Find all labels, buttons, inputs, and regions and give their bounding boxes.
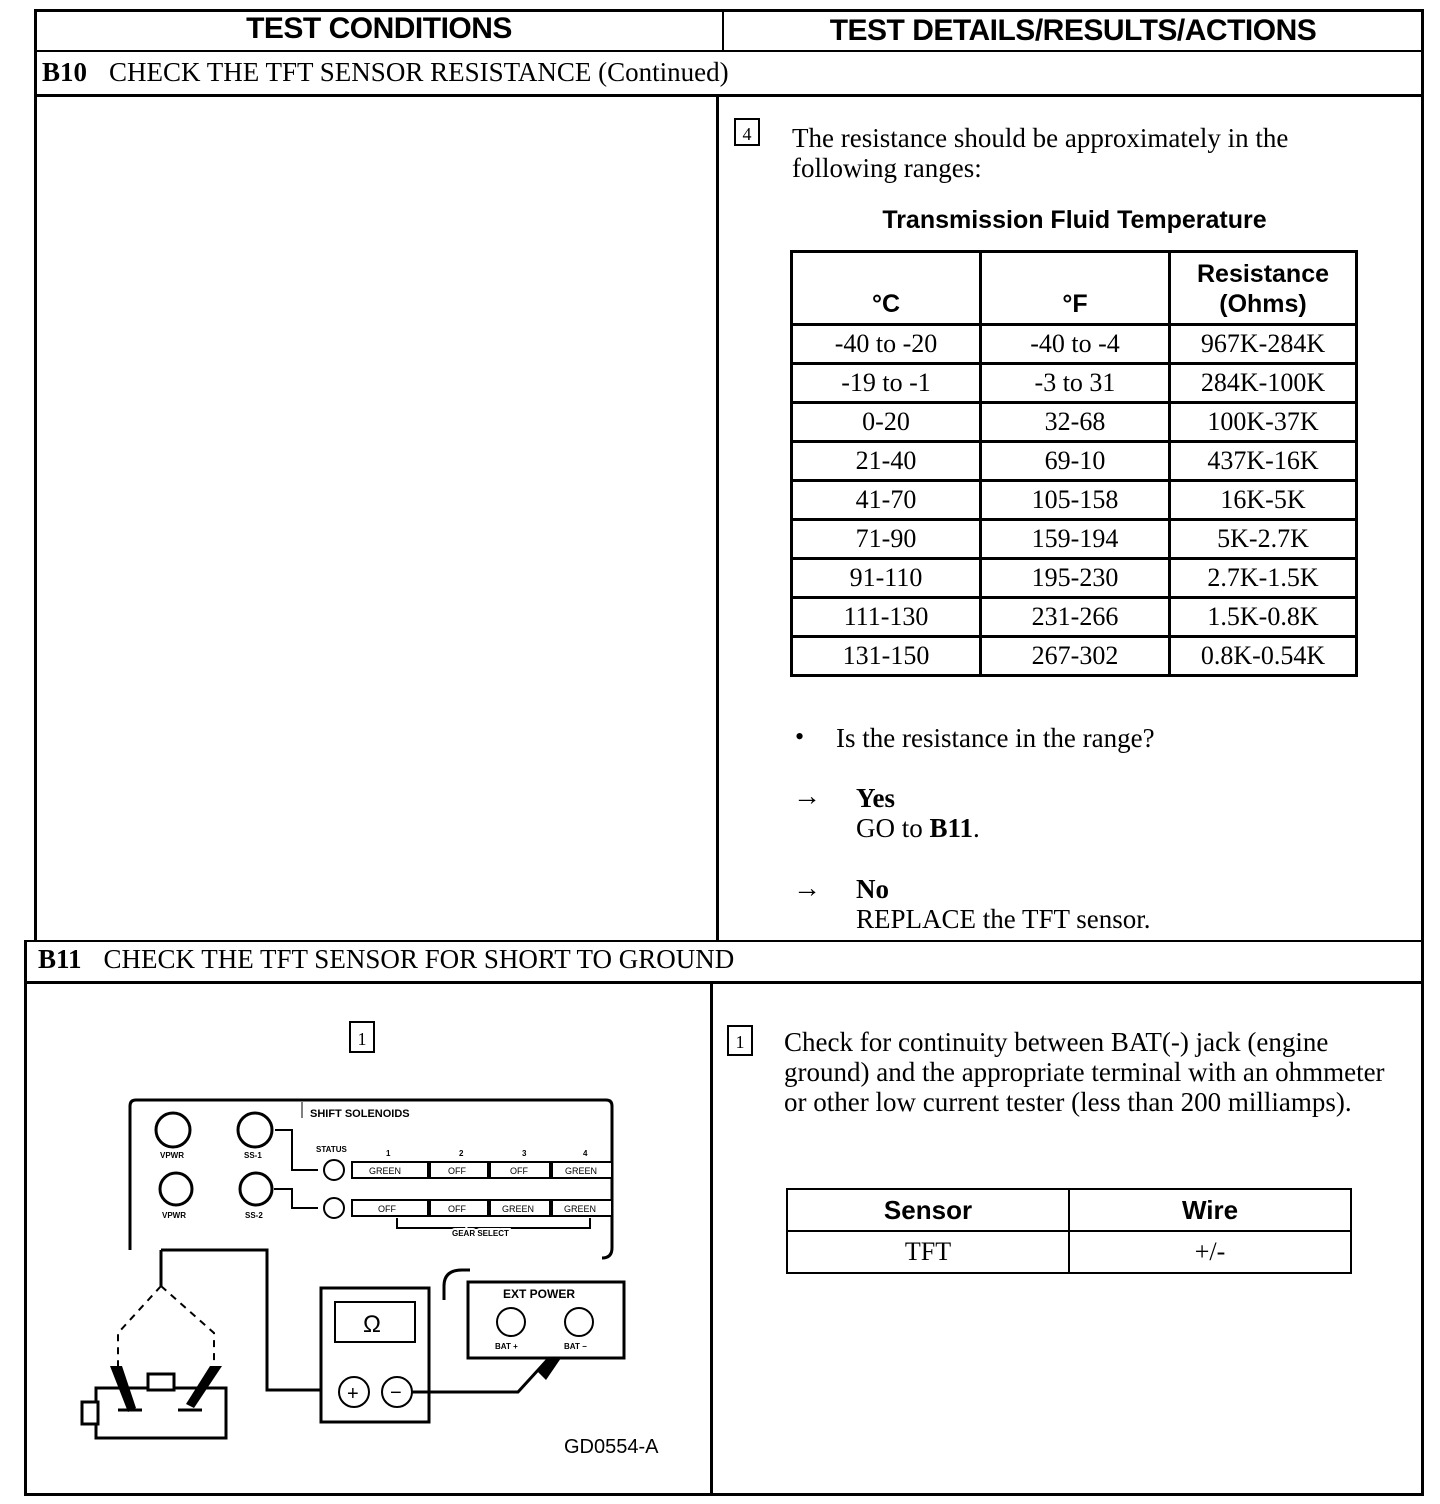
yes-action [856,813,980,844]
table-row [792,559,1357,598]
b11-column-divider [710,982,713,1494]
resistance-table [790,250,1358,677]
ss2-label: SS-2 [245,1211,263,1220]
yes-action-prefix: GO to [856,813,930,843]
cell-fahrenheit: 105-158 [981,481,1170,520]
bat-minus-jack [565,1308,593,1336]
b11-title: CHECK THE TFT SENSOR FOR SHORT TO GROUND [103,944,735,974]
table-row [792,637,1357,676]
table-row [792,364,1357,403]
frame-right [1421,9,1424,1495]
minus-symbol: − [390,1382,402,1404]
ext-power-label: EXT POWER [503,1287,576,1301]
bat-plus-jack [497,1308,525,1336]
b10-code: B10 [42,57,88,87]
b11-top-divider [24,940,1424,942]
vpwr-label-2: VPWR [162,1211,186,1220]
figure-code: GD0554-A [564,1436,659,1458]
cell-fahrenheit: 231-266 [981,598,1170,637]
cell-resistance: 437K-16K [1170,442,1357,481]
vpwr-jack-1 [156,1113,190,1147]
cell-resistance: 16K-5K [1170,481,1357,520]
cell-fahrenheit: 195-230 [981,559,1170,598]
b10-step-number: 4 [734,118,760,146]
cell-resistance: 100K-37K [1170,403,1357,442]
cell-celsius: 21-40 [792,442,981,481]
status-text: OFF [448,1166,466,1176]
cell-fahrenheit: 159-194 [981,520,1170,559]
status-label: STATUS [316,1145,347,1154]
gear-number-1: 1 [386,1149,391,1158]
gear-number-3: 3 [522,1149,527,1158]
header-test-conditions: TEST CONDITIONS [246,12,512,45]
cell-celsius: 91-110 [792,559,981,598]
cell-resistance: 284K-100K [1170,364,1357,403]
status-text: OFF [448,1204,466,1214]
sensor-wire-header-row [787,1189,1351,1231]
cell-fahrenheit: -3 to 31 [981,364,1170,403]
b11-section-title [38,944,734,975]
ss1-label: SS-1 [244,1151,262,1160]
b11-title-divider [24,981,1424,984]
column-header-wire: Wire [1069,1189,1351,1231]
status-led-2 [324,1198,344,1218]
cell-fahrenheit: 267-302 [981,637,1170,676]
b11-code: B11 [38,944,82,974]
status-text: GREEN [565,1166,598,1176]
gear-select-label: GEAR SELECT [452,1229,509,1238]
ohm-symbol: Ω [363,1311,381,1338]
gear-number-2: 2 [459,1149,464,1158]
vpwr-jack-2 [160,1173,192,1205]
status-text: GREEN [564,1204,597,1214]
table-row [792,481,1357,520]
frame-left-lower [24,941,27,1495]
cell-fahrenheit: -40 to -4 [981,325,1170,364]
cell-celsius: 111-130 [792,598,981,637]
no-arrow-icon: → [793,873,821,904]
cell-celsius: -19 to -1 [792,364,981,403]
sensor-wire-table [786,1188,1352,1274]
b10-instruction: The resistance should be approximately in the following ranges: [792,123,1289,183]
bat-minus-label: BAT − [564,1342,587,1351]
b10-section-title [42,57,729,88]
status-text: GREEN [369,1166,402,1176]
table-row [792,403,1357,442]
vpwr-label-1: VPWR [160,1151,184,1160]
cell-wire: +/- [1069,1231,1351,1273]
cell-resistance: 1.5K-0.8K [1170,598,1357,637]
cell-resistance: 2.7K-1.5K [1170,559,1357,598]
header-divider [34,50,1424,52]
table-row [792,325,1357,364]
tft-sensor-connector [96,1388,226,1438]
ss2-jack [240,1173,272,1205]
yes-action-suffix: . [973,813,980,843]
no-action: REPLACE the TFT sensor. [856,904,1151,934]
resistance-table-header-row [792,252,1357,325]
table-row [792,442,1357,481]
table-row [792,520,1357,559]
gear-number-4: 4 [583,1149,588,1158]
status-text: OFF [378,1204,396,1214]
column-header-sensor: Sensor [787,1189,1069,1231]
cell-celsius: 131-150 [792,637,981,676]
status-led-1 [324,1160,344,1180]
frame-left-upper [34,9,37,941]
cell-resistance: 0.8K-0.54K [1170,637,1357,676]
resistance-table-title: Transmission Fluid Temperature [882,206,1267,234]
cell-resistance: 967K-284K [1170,325,1357,364]
column-header-resistance: Resistance (Ohms) [1170,252,1357,325]
frame-bottom [24,1493,1424,1496]
b10-title: CHECK THE TFT SENSOR RESISTANCE (Continued) [109,57,729,87]
table-row [792,598,1357,637]
no-label: No [856,874,889,904]
b10-column-divider [716,95,719,941]
status-text: GREEN [502,1204,535,1214]
header-test-details: TEST DETAILS/RESULTS/ACTIONS [829,14,1317,47]
cell-celsius: 71-90 [792,520,981,559]
cell-celsius: 41-70 [792,481,981,520]
bat-plus-label: BAT + [495,1342,518,1351]
table-row [787,1231,1351,1273]
b11-figure-step-number: 1 [349,1021,375,1053]
b11-step-number: 1 [727,1025,753,1056]
yes-arrow-icon: → [793,781,821,812]
cell-celsius: 0-20 [792,403,981,442]
b10-title-divider [34,94,1424,97]
cell-fahrenheit: 69-10 [981,442,1170,481]
cell-fahrenheit: 32-68 [981,403,1170,442]
status-text: OFF [510,1166,528,1176]
cell-celsius: -40 to -20 [792,325,981,364]
yes-action-target: B11 [929,813,974,843]
ss1-jack [238,1113,272,1147]
column-header-celsius: °C [792,252,981,325]
cell-resistance: 5K-2.7K [1170,520,1357,559]
yes-label: Yes [856,783,895,813]
bullet-icon: • [795,722,805,751]
shift-solenoids-label: SHIFT SOLENOIDS [310,1108,410,1120]
wiring-diagram [70,1090,640,1450]
b11-instruction: Check for continuity between BAT(-) jack (engine ground) and the appropriate terminal with an ohmmeter or other low current tester (less than 200 milliamps). [784,1027,1385,1117]
column-header-fahrenheit: °F [981,252,1170,325]
b10-question: Is the resistance in the range? [836,723,1155,753]
plus-symbol: + [347,1383,359,1405]
cell-sensor: TFT [787,1231,1069,1273]
